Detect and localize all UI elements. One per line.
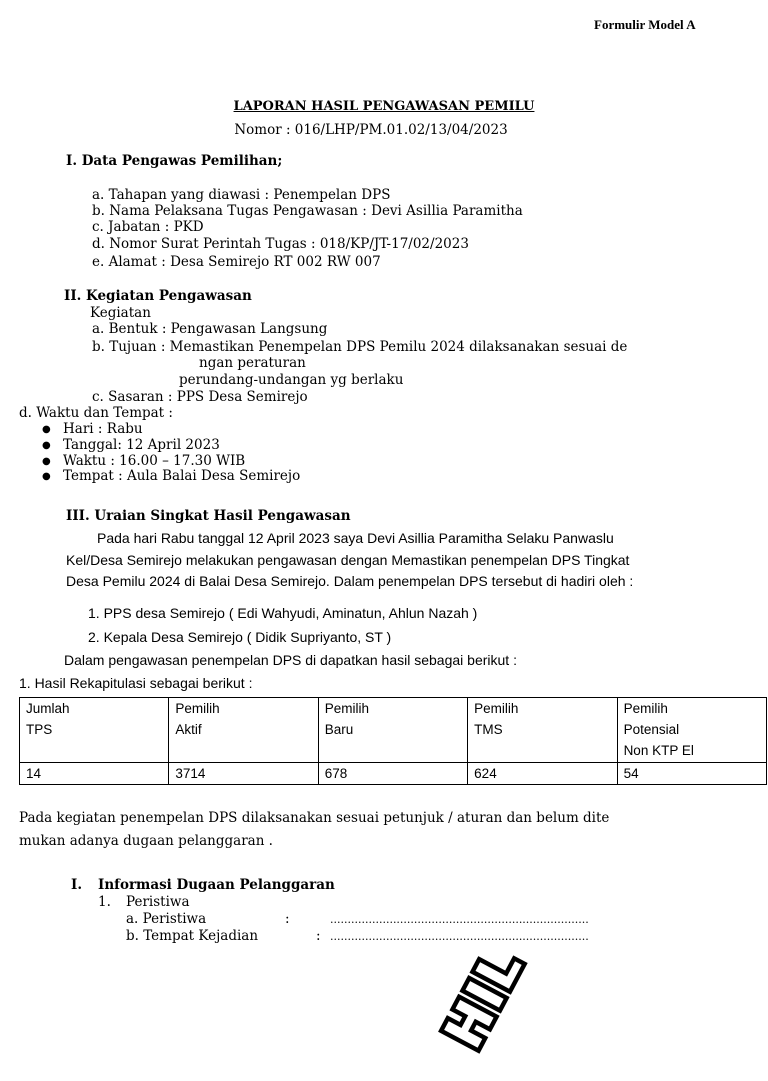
waktu-item: Tanggal: 12 April 2023: [63, 437, 220, 453]
bullet-icon: ●: [42, 456, 51, 467]
table-cell: 3714: [169, 763, 318, 785]
section4-numeral: I.: [71, 877, 83, 893]
table-header-cell: Jumlah TPS: [20, 698, 169, 763]
section2-heading: II. Kegiatan Pengawasan: [64, 288, 252, 304]
table-header-cell: Pemilih TMS: [468, 698, 617, 763]
peristiwa-a-dots: ..........................................................................: [330, 913, 589, 926]
peristiwa-label: Peristiwa: [126, 894, 190, 910]
tujuan-line: perundang-undangan yg berlaku: [179, 372, 404, 388]
peristiwa-a-label: a. Peristiwa: [126, 911, 207, 927]
section1-heading: I. Data Pengawas Pemilihan;: [66, 153, 283, 169]
form-model-label: Formulir Model A: [594, 17, 696, 32]
bullet-icon: ●: [42, 471, 51, 482]
waktu-heading: d. Waktu dan Tempat :: [19, 405, 173, 421]
tujuan-line: ngan peraturan: [199, 355, 306, 371]
tujuan-line: b. Tujuan : Memastikan Penempelan DPS Pemilu 2024 dilaksanakan sesuai de: [92, 339, 628, 355]
waktu-item: Hari : Rabu: [63, 421, 143, 437]
peristiwa-b-label: b. Tempat Kejadian: [126, 928, 259, 944]
table-header-cell: Pemilih Aktif: [169, 698, 318, 763]
rekap-table: [19, 697, 767, 785]
document-title: LAPORAN HASIL PENGAWASAN PEMILU: [233, 99, 535, 114]
uraian-paragraph: Desa Pemilu 2024 di Balai Desa Semirejo. Dalam penempelan DPS tersebut di hadiri oleh :: [66, 573, 634, 589]
table-header-cell: Pemilih Potensial Non KTP El: [617, 698, 766, 763]
table-cell: 678: [318, 763, 467, 785]
table-cell: 54: [617, 763, 766, 785]
peristiwa-a-colon: :: [285, 911, 290, 927]
sasaran-line: c. Sasaran : PPS Desa Semirejo: [92, 389, 308, 405]
hasil-intro: Dalam pengawasan penempelan DPS di dapatkan hasil sebagai berikut :: [64, 652, 517, 668]
section3-heading: III. Uraian Singkat Hasil Pengawasan: [66, 508, 351, 524]
conclusion-line: Pada kegiatan penempelan DPS dilaksanakan sesuai petunjuk / aturan dan belum dite: [19, 810, 610, 826]
section1-item: c. Jabatan : PKD: [92, 219, 204, 235]
peristiwa-b-colon: :: [316, 928, 321, 944]
section1-item: d. Nomor Surat Perintah Tugas : 018/KP/JT-17/02/2023: [92, 236, 469, 252]
bentuk-line: a. Bentuk : Pengawasan Langsung: [92, 321, 328, 337]
table-cell: 624: [468, 763, 617, 785]
bullet-icon: ●: [42, 440, 51, 451]
stamp-text: HIL: [433, 939, 535, 1058]
document-number: Nomor : 016/LHP/PM.01.02/13/04/2023: [234, 122, 508, 138]
attendee-item: 2. Kepala Desa Semirejo ( Didik Supriyanto, ST ): [88, 629, 392, 645]
peristiwa-b-dots: ..........................................................................: [330, 930, 589, 943]
conclusion-line: mukan adanya dugaan pelanggaran .: [19, 833, 273, 849]
waktu-item: Tempat : Aula Balai Desa Semirejo: [63, 468, 301, 484]
attendee-item: 1. PPS desa Semirejo ( Edi Wahyudi, Aminatun, Ahlun Nazah ): [88, 605, 478, 621]
section1-item: b. Nama Pelaksana Tugas Pengawasan : Devi Asillia Paramitha: [92, 203, 523, 219]
table-header-cell: Pemilih Baru: [318, 698, 467, 763]
section1-item: a. Tahapan yang diawasi : Penempelan DPS: [92, 187, 391, 203]
table-cell: 14: [20, 763, 169, 785]
bullet-icon: ●: [42, 424, 51, 435]
waktu-item: Waktu : 16.00 – 17.30 WIB: [63, 453, 246, 469]
uraian-paragraph: Kel/Desa Semirejo melakukan pengawasan dengan Memastikan penempelan DPS Tingkat: [66, 552, 630, 568]
peristiwa-num: 1.: [98, 894, 111, 910]
section4-heading: Informasi Dugaan Pelanggaran: [98, 877, 335, 893]
uraian-paragraph: Pada hari Rabu tanggal 12 April 2023 saya Devi Asillia Paramitha Selaku Panwaslu: [97, 530, 614, 546]
kegiatan-label: Kegiatan: [90, 305, 151, 321]
table-header-row: [20, 698, 767, 763]
section1-item: e. Alamat : Desa Semirejo RT 002 RW 007: [92, 254, 381, 270]
rekap-intro: 1. Hasil Rekapitulasi sebagai berikut :: [19, 675, 253, 691]
table-row: [20, 763, 767, 785]
